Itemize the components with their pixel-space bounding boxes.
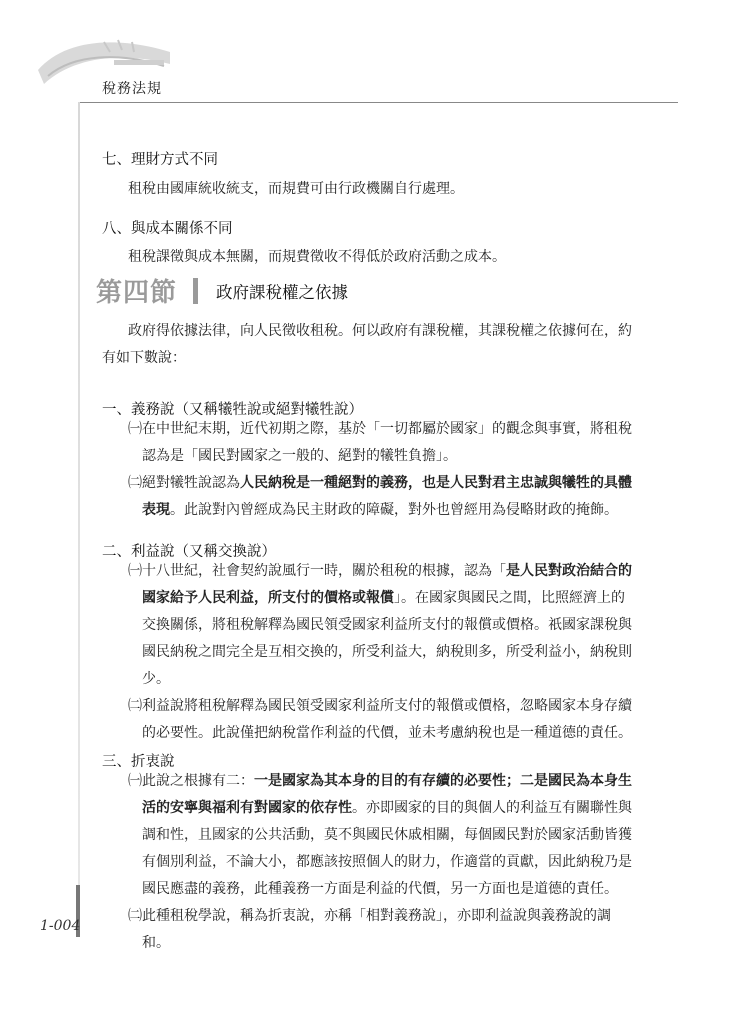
text-line: 和。: [142, 935, 170, 951]
text-line: [128, 558, 632, 585]
text-line: 國民應盡的義務，此種義務一方面是利益的代價，另一方面也是道德的責任。: [142, 881, 618, 897]
text-line: 調和性，且國家的公共活動，莫不與國民休戚相關，每個國民對於國家活動皆獲: [142, 827, 632, 843]
text-line: ㈠在中世紀末期，近代初期之際，基於「一切都屬於國家」的觀念與事實，將租稅: [128, 421, 632, 437]
running-header-title: 稅務法規: [102, 81, 162, 97]
theory2-body: [128, 558, 632, 747]
text-line: ㈡利益說將租稅解釋為國民領受國家利益所支付的報償或價格，忽略國家本身存續: [128, 698, 632, 714]
section-divider-bar: [193, 278, 198, 304]
text-line: 的必要性。此說僅把納稅當作利益的代價，並未考慮納稅也是一種道德的責任。: [142, 725, 632, 741]
bold-text-run: 活的安寧與福利有對國家的依存性: [142, 800, 352, 816]
intro-paragraph: [102, 318, 632, 372]
margin-line: [78, 102, 80, 932]
text-line: [128, 470, 632, 497]
text-line: 國民納稅之間完全是互相交換的，所受利益大，納稅則多，所受利益小，納稅則: [142, 644, 632, 660]
bold-text-run: 表現: [142, 502, 170, 518]
theory1-heading: 一、義務說（又稱犧牲說或絕對犧牲說）: [102, 402, 363, 418]
text-line: 交換關係，將租稅解釋為國民領受國家利益所支付的報償或價格。祇國家課稅與: [142, 617, 632, 633]
theory2-heading: 二、利益說（又稱交換說）: [102, 544, 276, 560]
section-title: 政府課稅權之依據: [216, 282, 349, 302]
text-line: [128, 768, 632, 795]
intro-line: 政府得依據法律，向人民徵收租稅。何以政府有課稅權，其課稅權之依據何在，約: [128, 323, 632, 339]
text-run: 。此說對內曾經成為民主財政的障礙，對外也曾經用為侵略財政的掩飾。: [170, 502, 618, 518]
bold-text-run: 國家給予人民利益，所支付的價格或報償: [142, 590, 394, 606]
bold-text-run: 一是國家為其本身的目的有存續的必要性；二是國民為本身生: [254, 773, 632, 789]
paragraph-seven: 租稅由國庫統收統支，而規費可由行政機關自行處理。: [128, 181, 464, 197]
text-run: 。亦即國家的目的與個人的利益互有關聯性與: [352, 800, 632, 816]
bold-text-run: 是人民對政治結合的: [506, 563, 632, 579]
text-run: ㈠此說之根據有二：: [128, 773, 254, 789]
text-run: ㈡絕對犧牲說認為: [128, 475, 240, 491]
text-line: [142, 585, 632, 612]
text-line: [142, 795, 632, 822]
section-number: 第四節: [96, 278, 178, 308]
section-heading: [96, 272, 348, 309]
header-rule: [78, 102, 678, 103]
text-run: 」。在國家與國民之間，比照經濟上的: [394, 590, 625, 606]
theory3-body: [128, 768, 632, 957]
heading-seven: 七、理財方式不同: [102, 152, 218, 168]
heading-eight: 八、與成本關係不同: [102, 221, 233, 237]
text-line: 少。: [142, 671, 170, 687]
text-line: 認為是「國民對國家之一般的、絕對的犧牲負擔」。: [142, 448, 457, 464]
intro-line: 有如下數說：: [102, 350, 186, 366]
theory3-heading: 三、折衷說: [102, 754, 175, 770]
page-number: 1-004: [40, 918, 81, 934]
theory1-body: [128, 416, 632, 524]
text-line: [142, 497, 632, 524]
paragraph-eight: 租稅課徵與成本無關，而規費徵收不得低於政府活動之成本。: [128, 249, 506, 265]
text-run: ㈠十八世紀，社會契約說風行一時，關於租稅的根據，認為「: [128, 563, 506, 579]
bold-text-run: 人民納稅是一種絕對的義務，也是人民對君主忠誠與犧牲的具體: [240, 475, 632, 491]
text-line: 有個別利益，不論大小，都應該按照個人的財力，作適當的貢獻，因此納稅乃是: [142, 854, 632, 870]
text-line: ㈡此種租稅學說，稱為折衷說，亦稱「相對義務說」，亦即利益說與義務說的調: [128, 908, 611, 924]
